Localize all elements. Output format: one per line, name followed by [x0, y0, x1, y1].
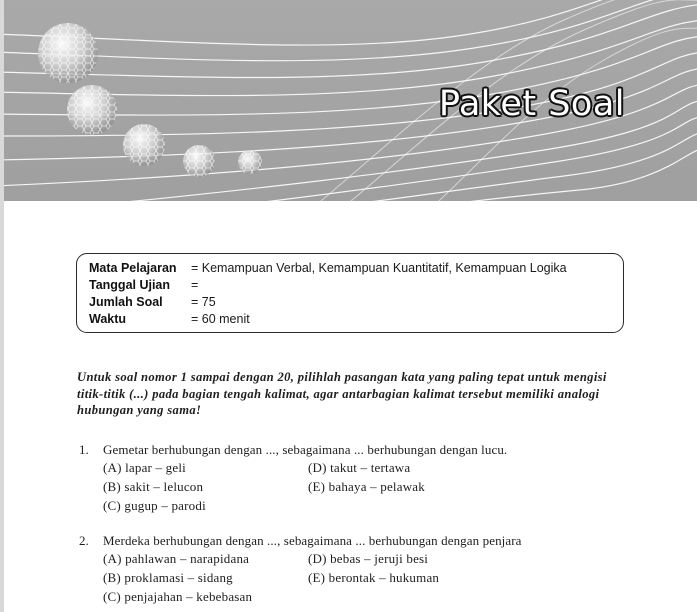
- option-c[interactable]: (C) penjajahan – kebebasan: [103, 589, 253, 604]
- info-row-subject: [89, 260, 567, 277]
- info-row-count: [89, 294, 216, 311]
- info-row-date: [89, 277, 198, 294]
- option-c[interactable]: (C) gugup – parodi: [103, 498, 206, 513]
- question-stem: Merdeka berhubungan dengan ..., sebagaimana ... berhubungan dengan penjara: [103, 533, 522, 548]
- info-value: = Kemampuan Verbal, Kemampuan Kuantitatif, Kemampuan Logika: [191, 261, 567, 275]
- header-banner: [4, 0, 697, 201]
- info-value: =: [191, 278, 199, 292]
- option-a[interactable]: (A) pahlawan – narapidana: [103, 551, 250, 566]
- info-value: = 60 menit: [191, 312, 250, 326]
- option-e[interactable]: (E) bahaya – pelawak: [308, 479, 425, 494]
- instruction-text: Untuk soal nomor 1 sampai dengan 20, pilihlah pasangan kata yang paling tepat untuk mengisi titik-titik (...) pada bagian tengah kalimat, agar antarbagian kalimat tersebut memiliki analogi hubungan yang sama!: [77, 370, 607, 417]
- page-title: Paket Soal: [438, 84, 625, 124]
- info-label: Jumlah Soal: [89, 295, 163, 309]
- option-b[interactable]: (B) proklamasi – sidang: [103, 570, 233, 585]
- option-a[interactable]: (A) lapar – geli: [103, 460, 186, 475]
- info-label: Mata Pelajaran: [89, 261, 177, 275]
- info-label: Tanggal Ujian: [89, 278, 171, 292]
- option-b[interactable]: (B) sakit – lelucon: [103, 479, 204, 494]
- info-value: = 75: [191, 295, 216, 309]
- info-row-time: [89, 311, 250, 328]
- option-d[interactable]: (D) takut – tertawa: [308, 460, 411, 475]
- question-number: 2.: [79, 533, 89, 548]
- option-e[interactable]: (E) berontak – hukuman: [308, 570, 440, 585]
- exam-info-box: [76, 253, 624, 333]
- question-stem: Gemetar berhubungan dengan ..., sebagaimana ... berhubungan dengan lucu.: [103, 442, 508, 457]
- option-d[interactable]: (D) bebas – jeruji besi: [308, 551, 429, 566]
- question-number: 1.: [79, 442, 89, 457]
- info-label: Waktu: [89, 312, 127, 326]
